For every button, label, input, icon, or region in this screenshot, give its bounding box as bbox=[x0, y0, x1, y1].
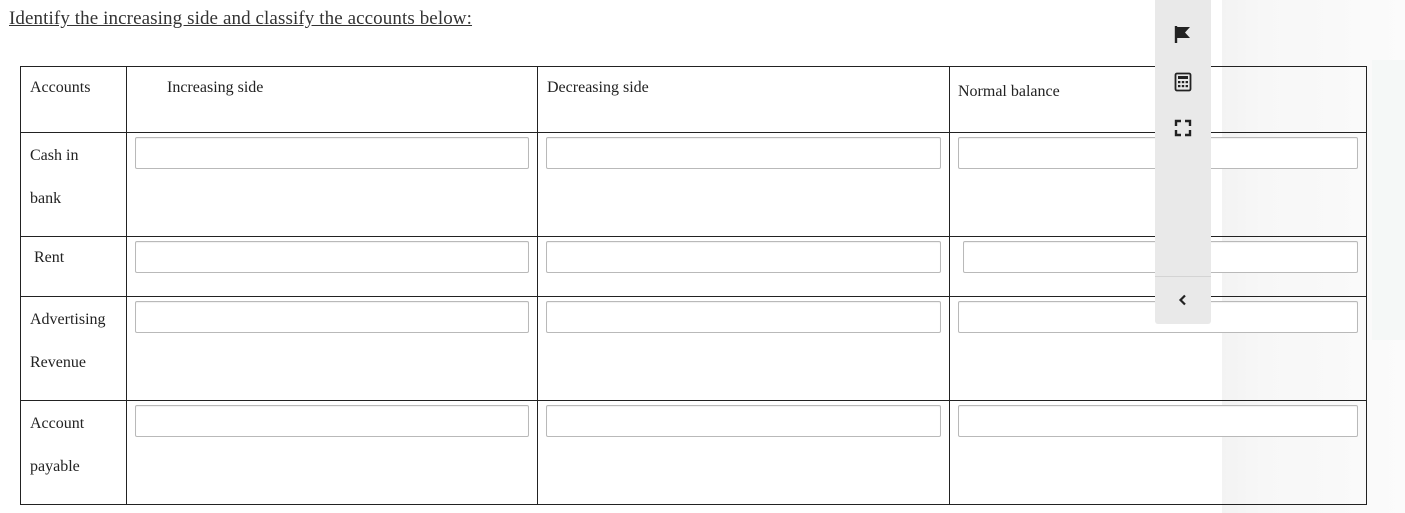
decreasing-cell bbox=[538, 401, 950, 505]
increasing-cell bbox=[127, 297, 538, 401]
decreasing-side-input[interactable] bbox=[546, 137, 941, 169]
calculator-icon bbox=[1174, 72, 1192, 92]
account-name-line1: Rent bbox=[34, 249, 65, 266]
account-name-cell bbox=[21, 133, 127, 237]
increasing-side-input[interactable] bbox=[135, 137, 529, 169]
header-accounts: Accounts bbox=[30, 79, 91, 96]
account-name-line1: Advertising bbox=[30, 311, 106, 328]
table-row bbox=[21, 401, 1367, 505]
question-instructions: Identify the increasing side and classify the accounts below: bbox=[9, 8, 473, 29]
increasing-cell bbox=[127, 401, 538, 505]
account-name-line2: Revenue bbox=[30, 354, 86, 371]
increasing-side-input[interactable] bbox=[135, 241, 529, 273]
header-increasing-side: Increasing side bbox=[167, 79, 264, 96]
account-name-cell bbox=[21, 401, 127, 505]
account-name-cell bbox=[21, 237, 127, 297]
toolbar-divider bbox=[1155, 276, 1211, 277]
header-decreasing-side: Decreasing side bbox=[547, 79, 649, 96]
flag-button[interactable] bbox=[1171, 22, 1195, 46]
increasing-side-input[interactable] bbox=[135, 301, 529, 333]
panel-edge bbox=[1372, 60, 1405, 340]
fullscreen-button[interactable] bbox=[1171, 116, 1195, 140]
collapse-toolbar-button[interactable] bbox=[1171, 288, 1195, 312]
account-name-line1: Cash in bbox=[30, 147, 79, 164]
increasing-side-input[interactable] bbox=[135, 405, 529, 437]
account-name-line2: bank bbox=[30, 190, 62, 207]
increasing-cell bbox=[127, 237, 538, 297]
decreasing-cell bbox=[538, 237, 950, 297]
account-name-line1: Account bbox=[30, 415, 85, 432]
decreasing-side-input[interactable] bbox=[546, 241, 941, 273]
normal-cell bbox=[950, 401, 1367, 505]
flag-icon bbox=[1173, 24, 1193, 44]
increasing-cell bbox=[127, 133, 538, 237]
fullscreen-icon bbox=[1174, 119, 1192, 137]
side-toolbar bbox=[1155, 0, 1211, 324]
calculator-button[interactable] bbox=[1171, 70, 1195, 94]
decreasing-side-input[interactable] bbox=[546, 405, 941, 437]
chevron-left-icon bbox=[1176, 293, 1190, 307]
decreasing-cell bbox=[538, 297, 950, 401]
header-cell-decreasing bbox=[538, 67, 950, 133]
header-cell-accounts bbox=[21, 67, 127, 133]
account-name-line2: payable bbox=[30, 458, 80, 475]
account-name-cell bbox=[21, 297, 127, 401]
header-normal-balance: Normal balance bbox=[958, 83, 1060, 100]
decreasing-cell bbox=[538, 133, 950, 237]
header-cell-increasing bbox=[127, 67, 538, 133]
decreasing-side-input[interactable] bbox=[546, 301, 941, 333]
normal-balance-input[interactable] bbox=[958, 405, 1358, 437]
